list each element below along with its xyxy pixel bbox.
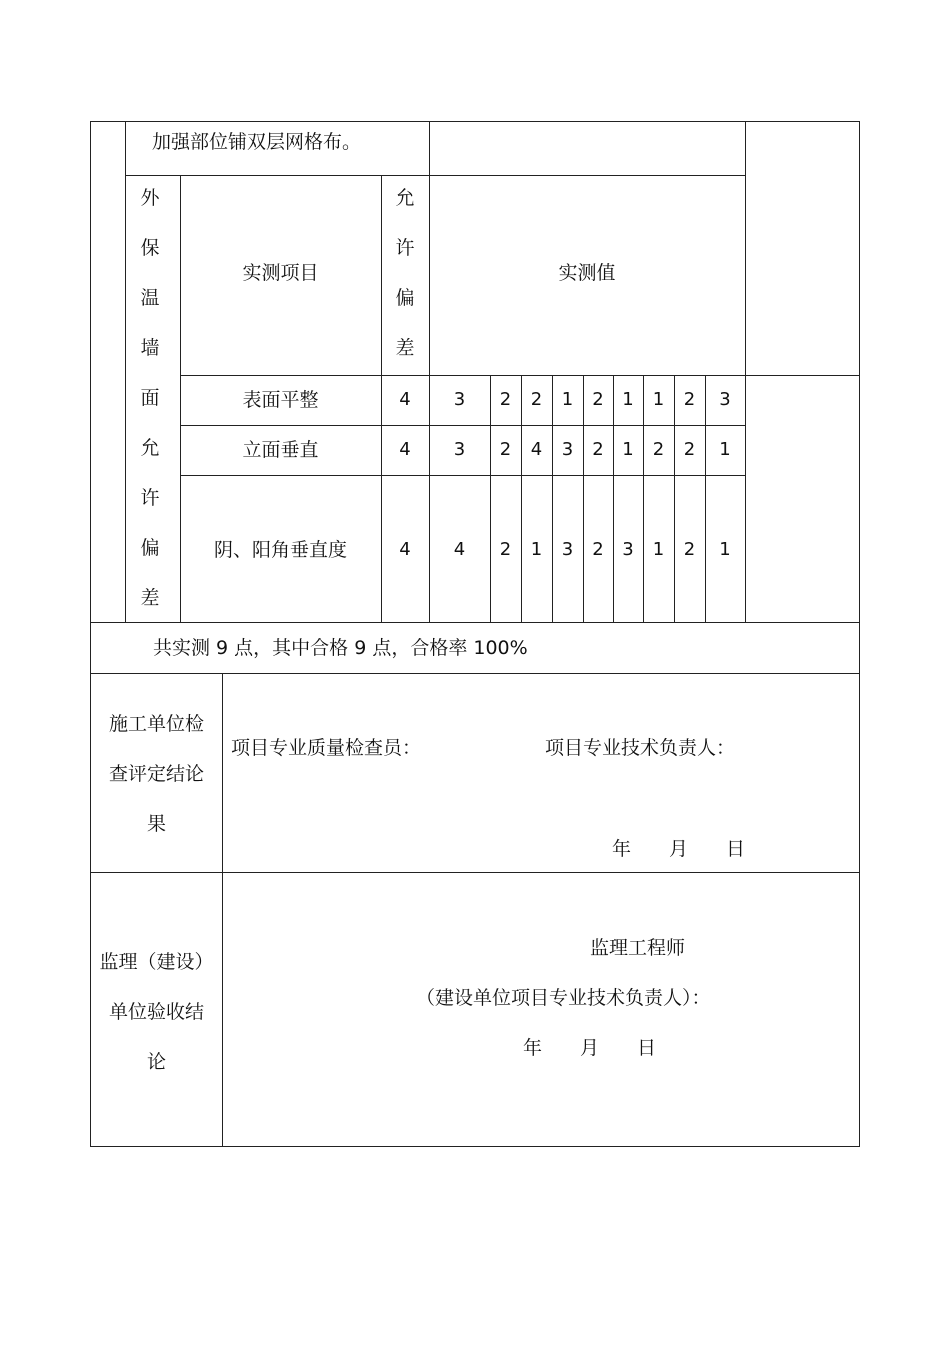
- row-value: 2: [683, 439, 696, 460]
- col-line-m: [745, 121, 746, 623]
- col-line-i: [613, 375, 614, 623]
- row-value: 1: [561, 389, 574, 410]
- col-line-e: [490, 375, 491, 623]
- row-value: 3: [453, 439, 466, 460]
- tolerance-char: 许: [395, 237, 415, 259]
- rule-row1-top: [180, 375, 860, 376]
- rule-construction-top: [90, 673, 860, 674]
- col-line-h: [583, 375, 584, 623]
- section-label-char: 墙: [140, 337, 160, 359]
- rule-row2-top: [180, 425, 746, 426]
- col-line-a: [125, 121, 126, 623]
- row-item: 立面垂直: [242, 439, 319, 461]
- reinforce-note: 加强部位铺双层网格布。: [152, 131, 362, 153]
- row-value: 4: [453, 539, 466, 560]
- rule-supervision-top: [90, 872, 860, 873]
- tolerance-char: 偏: [395, 287, 415, 309]
- row-value: 1: [652, 539, 665, 560]
- row-value: 2: [499, 389, 512, 410]
- col-line-l: [705, 375, 706, 623]
- section-label-vertical: [130, 173, 170, 623]
- section-label-char: 差: [140, 587, 160, 609]
- rule-row3-top: [180, 475, 746, 476]
- row-value: 1: [719, 439, 731, 460]
- row-value: 2: [683, 539, 696, 560]
- supervision-engineer-field: 监理工程师: [590, 937, 686, 959]
- row-value: 3: [561, 539, 574, 560]
- section-label-char: 允: [140, 437, 160, 459]
- supervision-label-line: 单位验收结: [108, 1001, 204, 1023]
- row-value: 3: [622, 539, 634, 560]
- section-label-char: 许: [140, 487, 160, 509]
- construction-date: 年 月 日: [612, 838, 746, 860]
- row-value: 3: [453, 389, 466, 410]
- row-value: 2: [499, 539, 512, 560]
- section-label-char: 保: [140, 237, 160, 259]
- border-right: [859, 121, 860, 1147]
- row-value: 1: [622, 389, 634, 410]
- quality-inspector-field: 项目专业质量检查员：: [231, 737, 422, 759]
- row-value: 2: [683, 389, 696, 410]
- row-value: 1: [530, 539, 543, 560]
- owner-representative-field: （建设单位项目专业技术负责人）：: [416, 987, 711, 1009]
- row-value: 4: [530, 439, 543, 460]
- row-value: 3: [561, 439, 574, 460]
- rule-header-top: [125, 175, 746, 176]
- row-tolerance: 4: [399, 539, 411, 560]
- summary-line: 共实测 9 点，其中合格 9 点，合格率 100%: [153, 637, 528, 659]
- row-value: 2: [652, 439, 665, 460]
- border-left: [90, 121, 91, 1147]
- col-line-g: [552, 375, 553, 623]
- row-value: 1: [652, 389, 665, 410]
- row-item: 阴、阳角垂直度: [213, 539, 347, 561]
- supervision-label-line: 论: [146, 1051, 166, 1073]
- col-line-j: [643, 375, 644, 623]
- row-value: 3: [719, 389, 731, 410]
- row-value: 2: [592, 539, 604, 560]
- supervision-date: 年 月 日: [523, 1037, 657, 1059]
- col-line-label: [222, 673, 223, 1147]
- col-line-k: [674, 375, 675, 623]
- construction-label-line: 施工单位检: [108, 713, 204, 735]
- construction-label-line: 果: [146, 813, 166, 835]
- tolerance-char: 差: [395, 337, 415, 359]
- col-line-f: [521, 375, 522, 623]
- header-measured: 实测值: [558, 262, 616, 284]
- section-label-char: 温: [140, 287, 160, 309]
- section-label-char: 偏: [140, 537, 160, 559]
- tolerance-char: 允: [395, 187, 415, 209]
- row-tolerance: 4: [399, 439, 411, 460]
- section-label-char: 面: [140, 387, 160, 409]
- row-value: 2: [530, 389, 543, 410]
- row-value: 2: [499, 439, 512, 460]
- row-value: 2: [592, 389, 604, 410]
- row-item: 表面平整: [242, 389, 319, 411]
- header-tolerance-vertical: [385, 173, 425, 373]
- section-label-char: 外: [140, 187, 160, 209]
- row-value: 1: [622, 439, 634, 460]
- row-tolerance: 4: [399, 389, 411, 410]
- tech-lead-field: 项目专业技术负责人：: [545, 737, 736, 759]
- header-item: 实测项目: [242, 262, 319, 284]
- supervision-label-line: 监理（建设）: [99, 951, 214, 973]
- row-value: 2: [592, 439, 604, 460]
- border-bottom: [90, 1146, 860, 1147]
- row-value: 1: [719, 539, 731, 560]
- construction-label-line: 查评定结论: [108, 763, 204, 785]
